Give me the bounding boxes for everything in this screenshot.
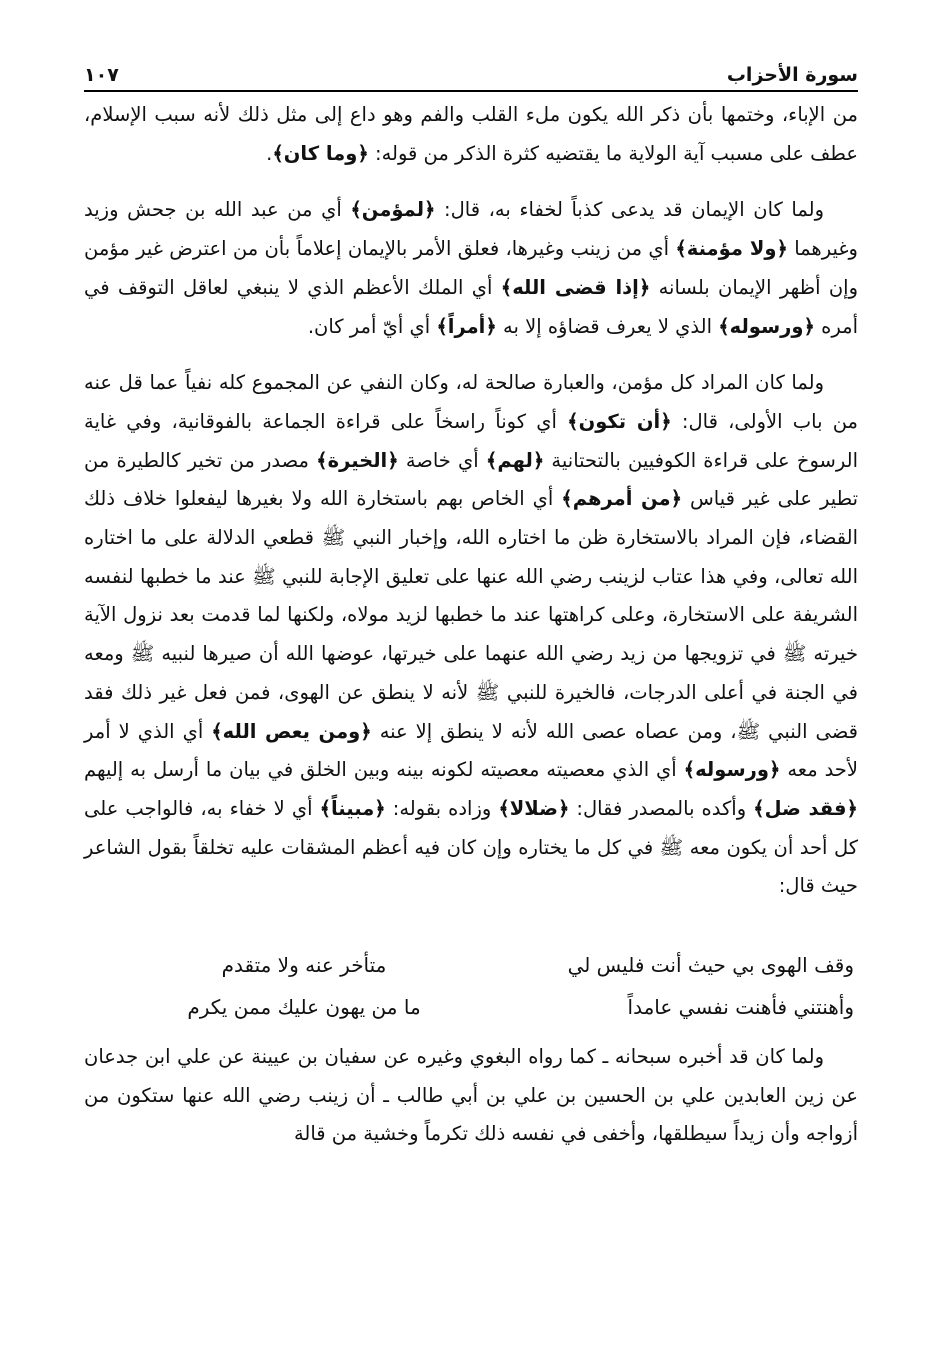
quran-quote: ﴿إذا قضى الله﴾: [500, 275, 651, 299]
paragraph-text: أي الذي لا أمر لأحد معه: [84, 719, 858, 782]
paragraph-text: وأكده بالمصدر فقال:: [569, 796, 754, 820]
page-number: ١٠٧: [84, 64, 119, 86]
verse-first-hemistich: وقف الهوى بي حيث أنت فليس لي: [567, 953, 854, 978]
paragraph-text: أي خاصة: [398, 448, 486, 472]
quran-quote: ﴿وما كان﴾: [272, 141, 369, 165]
paragraph-gap: [84, 173, 858, 191]
quran-quote: ﴿مبيناً﴾: [319, 796, 386, 820]
verse-second-hemistich: متأخر عنه ولا متقدم: [221, 953, 387, 978]
paragraph-text: أي من عبد الله بن جحش وزيد وغيرهما: [84, 198, 858, 261]
paragraph-text: وزاده بقوله:: [385, 796, 499, 820]
paragraph-text: أي لا خفاء به، فالواجب على كل أحد أن يكون معه ﷺ في كل ما يختاره وإن كان فيه أعظم المشقات عليه تخلقاً بقول الشاعر حيث قال:: [84, 796, 858, 898]
commentary-paragraph: [84, 191, 858, 346]
commentary-paragraph: [84, 96, 858, 173]
quran-quote: ﴿ورسوله﴾: [683, 758, 781, 782]
poem: [84, 944, 858, 1028]
quran-quote: ﴿ولا مؤمنة﴾: [675, 237, 788, 261]
page-body: [84, 96, 858, 1154]
quran-quote: ﴿ضلالا﴾: [498, 796, 570, 820]
paragraph-text: ولما كان المراد كل مؤمن، والعبارة صالحة له، وكان النفي عن المجموع كله نفياً عما قل عنه من باب الأولى، قال:: [84, 371, 859, 433]
poem-verse: [84, 986, 858, 1028]
paragraph-text: ولما كان الإيمان قد يدعى كذباً لخفاء به، قال:: [435, 198, 824, 222]
commentary-paragraph: [84, 364, 858, 906]
page-header: [84, 46, 858, 86]
quran-quote: ﴿أمراً﴾: [436, 314, 497, 338]
paragraph-text: أي الخاص بهم باستخارة الله ولا بغيرها ليفعلوا خلاف ذلك القضاء، فإن المراد بالاستخارة ظن ما اختاره الله، وإخبار النبي ﷺ قطعي الدلالة على ما اختاره الله تعالى، وفي هذا عتاب لزينب رضي الله عنها على تعليق الإجابة للنبي ﷺ عند ما خطبها لنفسه الشريفة على الاستخارة، وعلى كراهتها عند ما خطبها لزيد مولاه، ولكنها لما قدمت بعد نزول الآية خيرته ﷺ في تزويجها من زيد رضي الله عنهما على خيرتها، عوضها الله أن صيرها لنبيه ﷺ ومعه في الجنة في أعلى الدرجات، فالخيرة للنبي ﷺ لأنه لا ينطق عن الهوى، فمن فعل غير ذلك فقد قضى النبي ﷺ، ومن عصاه عصى الله لأنه لا ينطق إلا عنه: [84, 487, 858, 743]
quran-quote: ﴿أن تكون﴾: [567, 409, 672, 433]
paragraph-text: أي الملك الأعظم الذي لا ينبغي لعاقل التوقف في أمره: [84, 275, 858, 338]
commentary-paragraphs: [84, 96, 858, 924]
quran-quote: ﴿فقد ضل﴾: [753, 796, 858, 820]
closing-paragraph: ولما كان قد أخبره سبحانه ـ كما رواه البغوي وغيره عن سفيان بن عيينة عن علي ابن جدعان عن زين العابدين علي بن الحسين بن علي بن أبي طالب ـ أن زينب رضي الله عنها ستكون من أزواجه وأن زيداً سيطلقها، وأخفى في نفسه ذلك تكرماً وخشية من قالة: [84, 1045, 858, 1146]
quran-quote: ﴿ومن يعص الله﴾: [211, 719, 372, 743]
paragraph-text: أي من زينب وغيرها، فعلق الأمر بالإيمان إعلاماً بأن من اعترض غير مؤمن وإن أظهر الإيمان بلسانه: [84, 237, 858, 299]
quran-quote: ﴿لهم﴾: [485, 448, 545, 472]
poem-verse: [84, 944, 858, 986]
paragraph-gap: [84, 346, 858, 364]
surah-title: سورة الأحزاب: [726, 64, 858, 86]
paragraph-text: من الإباء، وختمها بأن ذكر الله يكون ملء القلب والفم وهو داع إلى مثل ذلك لأنه سبب الإسلام، عطف على مسبب آية الولاية ما يقتضيه كثرة الذكر من قوله:: [84, 103, 858, 165]
paragraph-text: أي أيّ أمر كان.: [307, 314, 437, 338]
paragraph-text: أي كوناً راسخاً على قراءة الجماعة بالفوقانية، وفي غاية الرسوخ على قراءة الكوفيين بالتحتانية: [84, 409, 858, 472]
verse-second-hemistich: ما من يهون عليك ممن يكرم: [187, 995, 421, 1020]
paragraph-text: أي الذي معصيته معصيته لكونه بينه وبين الخلق في بيان ما أرسل به إليهم: [84, 758, 684, 782]
quran-quote: ﴿الخيرة﴾: [316, 448, 399, 472]
header-divider: [84, 90, 858, 92]
paragraph-text: الذي لا يعرف قضاؤه إلا به: [496, 314, 719, 338]
paragraph-gap: [84, 906, 858, 924]
quran-quote: ﴿لمؤمن﴾: [350, 198, 436, 222]
verse-first-hemistich: وأهنتني فأهنت نفسي عامداً: [627, 995, 854, 1020]
paragraph-text: مصدر من تخير كالطيرة من تطير على غير قياس: [84, 448, 859, 511]
quran-quote: ﴿ورسوله﴾: [718, 314, 815, 338]
paragraph-text: .: [266, 141, 273, 165]
quran-quote: ﴿من أمرهم﴾: [561, 487, 683, 511]
